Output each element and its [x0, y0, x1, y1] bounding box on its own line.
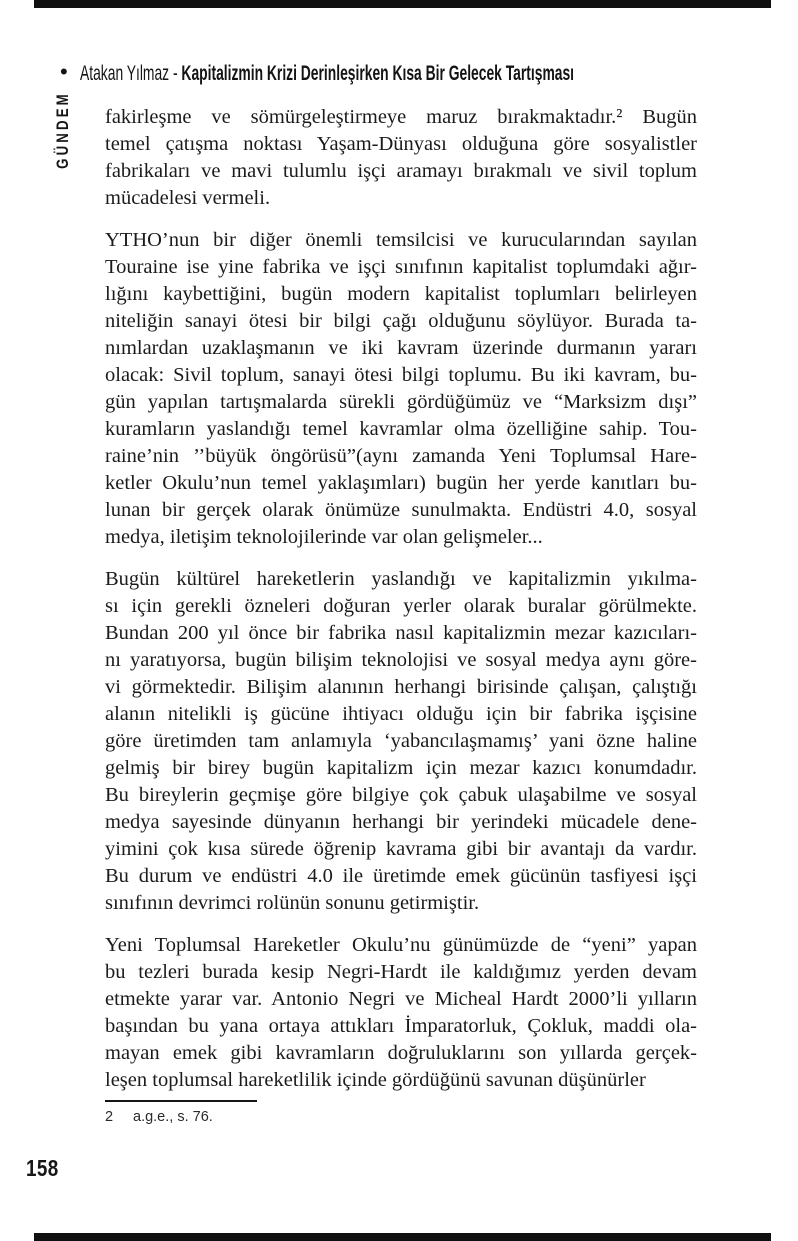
text-line: sı için gerekli özneleri doğuran yerler olarak buralar görülmekte. [105, 595, 697, 617]
text-line: bu tezleri burada kesip Negri-Hardt ile kaldığımız yerden devam [105, 961, 697, 983]
text-line: etmekte yarar var. Antonio Negri ve Micheal Hardt 2000’li yılların [105, 988, 697, 1010]
text-line: lunan bir gerçek olarak önümüze sunulmakta. Endüstri 4.0, sosyal [105, 499, 697, 521]
text-line: alanın nitelikli iş gücüne ihtiyacı olduğu için bir fabrika işçisine [105, 703, 697, 725]
text-line: mücadelesi vermeli. [105, 187, 271, 209]
text-line: YTHO’nun bir diğer önemli temsilcisi ve kurucularından sayılan [105, 229, 697, 251]
bottom-rule [34, 1233, 771, 1241]
text-line: gelmiş bir birey bugün kapitalizm için mezar kazıcı konumdadır. [105, 757, 697, 779]
text-line: raine’nin ’’büyük öngörüsü”(aynı zamanda Yeni Toplumsal Hare- [105, 445, 697, 467]
text-line: Bu durum ve endüstri 4.0 ile üretimde emek gücünün tasfiyesi işçi [105, 865, 697, 887]
footnote-text: a.g.e., s. 76. [133, 1109, 213, 1125]
text-line: göre üretimden tam anlamıyla ‘yabancılaşmamış’ yani özne haline [105, 730, 697, 752]
text-line: başından bu yana ortaya attıkları İmparatorluk, Çokluk, maddi ola- [105, 1015, 697, 1037]
text-line: sınıfının devrimci rolünün sonunu getirmiştir. [105, 892, 480, 914]
footnote-number: 2 [105, 1109, 114, 1125]
header-title: Kapitalizmin Krizi Derinleşirken Kısa Bir Gelecek Tartışması [181, 62, 575, 85]
page-number: 158 [26, 1155, 59, 1181]
paragraph [105, 566, 697, 917]
text-line: Bundan 200 yıl önce bir fabrika nasıl kapitalizmin mezar kazıcıları- [105, 622, 697, 644]
text-line: olacak: Sivil toplum, sanayi ötesi bilgi toplumu. Bu iki kavram, bu- [105, 364, 697, 386]
footnote-line [105, 1109, 697, 1125]
section-label-gundem: GÜNDEM [53, 91, 72, 169]
text-line: gün yapılan tartışmalarda sürekli gördüğümüz ve “Marksizm dışı” [105, 391, 697, 413]
text-line: yimini çok kısa sürede öğrenip kavrama gibi bir avantajı da vardır. [105, 838, 697, 860]
header-author: Atakan Yılmaz - [80, 62, 182, 85]
top-rule [34, 0, 771, 8]
footnote [105, 1100, 697, 1125]
bullet-icon: • [60, 59, 68, 84]
text-line: niteliğin sanayi ötesi bir bilgi çağı olduğunu söylüyor. Burada ta- [105, 310, 697, 332]
text-line: Touraine ise yine fabrika ve işçi sınıfının kapitalist toplumdaki ağır- [105, 256, 697, 278]
article-body [105, 104, 697, 1109]
paragraph [105, 227, 697, 551]
text-line: medya sayesinde dünyanın herhangi bir yerindeki mücadele dene- [105, 811, 697, 833]
paragraph [105, 932, 697, 1094]
text-line: mayan emek gibi kavramların doğruluklarını son yıllarda gerçek- [105, 1042, 697, 1064]
text-line: vi görmektedir. Bilişim alanının herhangi birisinde çalışan, çalıştığı [105, 676, 697, 698]
text-line: nımlardan uzaklaşmanın ve iki kavram üzerinde durmanın yararı [105, 337, 697, 359]
text-line: temel çatışma noktası Yaşam-Dünyası olduğuna göre sosyalistler [105, 133, 697, 155]
text-line: kuramların yaslandığı temel kavramlar olma özelliğine sahip. Tou- [105, 418, 697, 440]
text-line: fakirleşme ve sömürgeleştirmeye maruz bırakmaktadır.² Bugün [105, 106, 697, 128]
text-line: medya, iletişim teknolojilerinde var olan gelişmeler... [105, 526, 543, 548]
running-header [80, 62, 574, 86]
text-line: Yeni Toplumsal Hareketler Okulu’nu günümüzde de “yeni” yapan [105, 934, 697, 956]
footnote-rule [105, 1100, 257, 1102]
paragraph [105, 104, 697, 212]
text-line: fabrikaları ve mavi tulumlu işçi aramayı bırakmalı ve sivil toplum [105, 160, 697, 182]
text-line: leşen toplumsal hareketlilik içinde gördüğünü savunan düşünürler [105, 1069, 646, 1091]
text-line: nı yaratıyorsa, bugün bilişim teknolojisi ve sosyal medya aynı göre- [105, 649, 697, 671]
text-line: Bugün kültürel hareketlerin yaslandığı ve kapitalizmin yıkılma- [105, 568, 697, 590]
text-line: ketler Okulu’nun temel yaklaşımları) bugün her yerde kanıtları bu- [105, 472, 697, 494]
text-line: lığını kaybettiğini, bugün modern kapitalist toplumları belirleyen [105, 283, 697, 305]
text-line: Bu bireylerin geçmişe göre bilgiye çok çabuk ulaşabilme ve sosyal [105, 784, 697, 806]
